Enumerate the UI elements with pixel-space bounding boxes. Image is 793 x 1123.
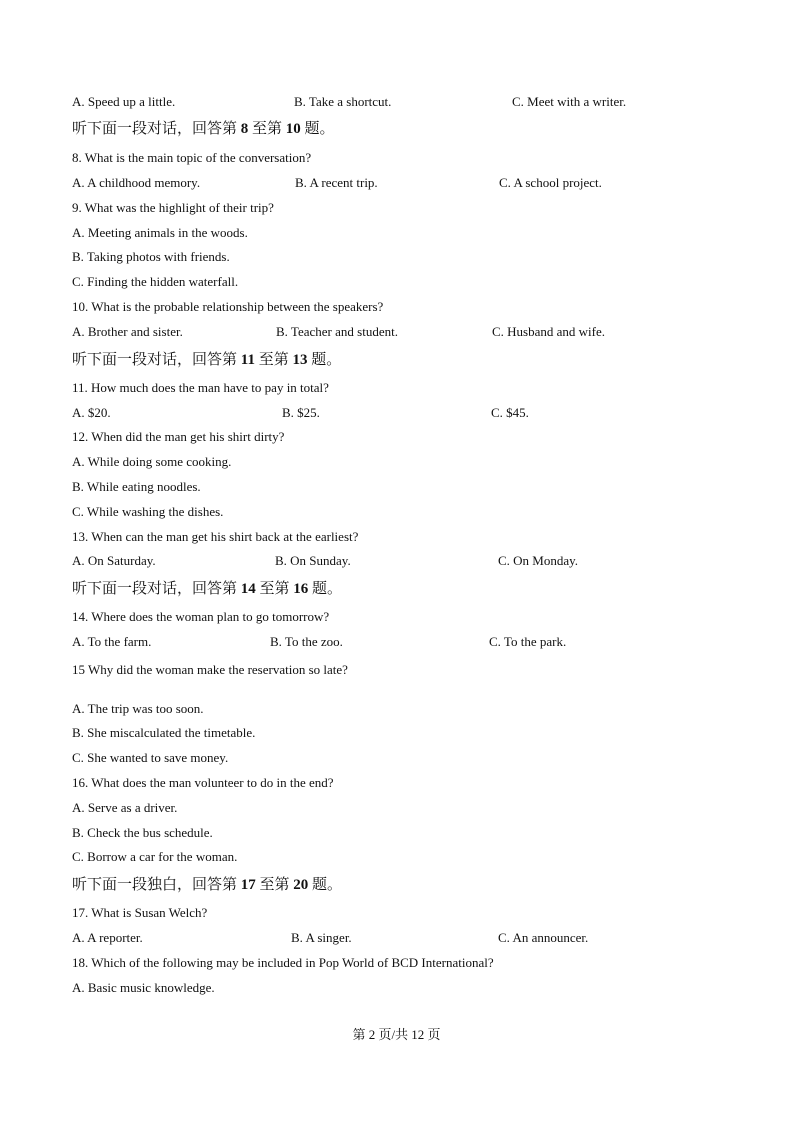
q10-option-a: A. Brother and sister.: [72, 324, 183, 339]
q16-option-b: B. Check the bus schedule.: [72, 825, 213, 840]
page-footer: 第 2 页/共 12 页: [352, 1027, 441, 1042]
q15-option-b: B. She miscalculated the timetable.: [72, 725, 256, 740]
q11-option-a: A. $20.: [72, 405, 111, 420]
q14-option-b: B. To the zoo.: [270, 634, 343, 649]
q16-option-a: A. Serve as a driver.: [72, 800, 178, 815]
section-heading-8-10: 听下面一段对话，回答第 8 至第 10 题。: [72, 121, 335, 137]
q13-question: 13. When can the man get his shirt back at the earliest?: [72, 529, 359, 544]
q7-option-c: C. Meet with a writer.: [512, 94, 627, 109]
q17-option-b: B. A singer.: [291, 930, 352, 945]
q11-question: 11. How much does the man have to pay in total?: [72, 380, 329, 395]
q17-question: 17. What is Susan Welch?: [72, 905, 208, 920]
q10-question: 10. What is the probable relationship between the speakers?: [72, 299, 384, 314]
q17-option-a: A. A reporter.: [72, 930, 143, 945]
q9-question: 9. What was the highlight of their trip?: [72, 200, 274, 215]
q8-question: 8. What is the main topic of the conversation?: [72, 150, 312, 165]
section-heading-11-13: 听下面一段对话，回答第 11 至第 13 题。: [72, 352, 342, 368]
q17-option-c: C. An announcer.: [498, 930, 589, 945]
q9-option-b: B. Taking photos with friends.: [72, 249, 230, 264]
q8-option-b: B. A recent trip.: [295, 175, 378, 190]
q10-option-b: B. Teacher and student.: [276, 324, 398, 339]
q15-option-c: C. She wanted to save money.: [72, 750, 229, 765]
q7-option-a: A. Speed up a little.: [72, 94, 176, 109]
q12-option-c: C. While washing the dishes.: [72, 504, 224, 519]
q8-option-a: A. A childhood memory.: [72, 175, 201, 190]
q12-question: 12. When did the man get his shirt dirty?: [72, 429, 285, 444]
q8-option-c: C. A school project.: [499, 175, 602, 190]
q7-option-b: B. Take a shortcut.: [294, 94, 392, 109]
q13-option-b: B. On Sunday.: [275, 553, 351, 568]
q15-question: 15 Why did the woman make the reservation so late?: [72, 662, 348, 677]
q10-option-c: C. Husband and wife.: [492, 324, 606, 339]
q16-option-c: C. Borrow a car for the woman.: [72, 849, 238, 864]
section-heading-17-20: 听下面一段独白，回答第 17 至第 20 题。: [72, 877, 343, 893]
q15-option-a: A. The trip was too soon.: [72, 701, 204, 716]
q11-option-c: C. $45.: [491, 405, 529, 420]
q9-option-a: A. Meeting animals in the woods.: [72, 225, 248, 240]
section-heading-14-16: 听下面一段对话，回答第 14 至第 16 题。: [72, 581, 343, 597]
q9-option-c: C. Finding the hidden waterfall.: [72, 274, 239, 289]
q13-option-c: C. On Monday.: [498, 553, 579, 568]
q16-question: 16. What does the man volunteer to do in the end?: [72, 775, 334, 790]
q14-option-c: C. To the park.: [489, 634, 567, 649]
q18-question: 18. Which of the following may be included in Pop World of BCD International?: [72, 955, 494, 970]
q11-option-b: B. $25.: [282, 405, 320, 420]
q12-option-a: A. While doing some cooking.: [72, 454, 232, 469]
q14-question: 14. Where does the woman plan to go tomorrow?: [72, 609, 330, 624]
q18-option-a: A. Basic music knowledge.: [72, 980, 215, 995]
q13-option-a: A. On Saturday.: [72, 553, 156, 568]
q14-option-a: A. To the farm.: [72, 634, 152, 649]
q12-option-b: B. While eating noodles.: [72, 479, 201, 494]
